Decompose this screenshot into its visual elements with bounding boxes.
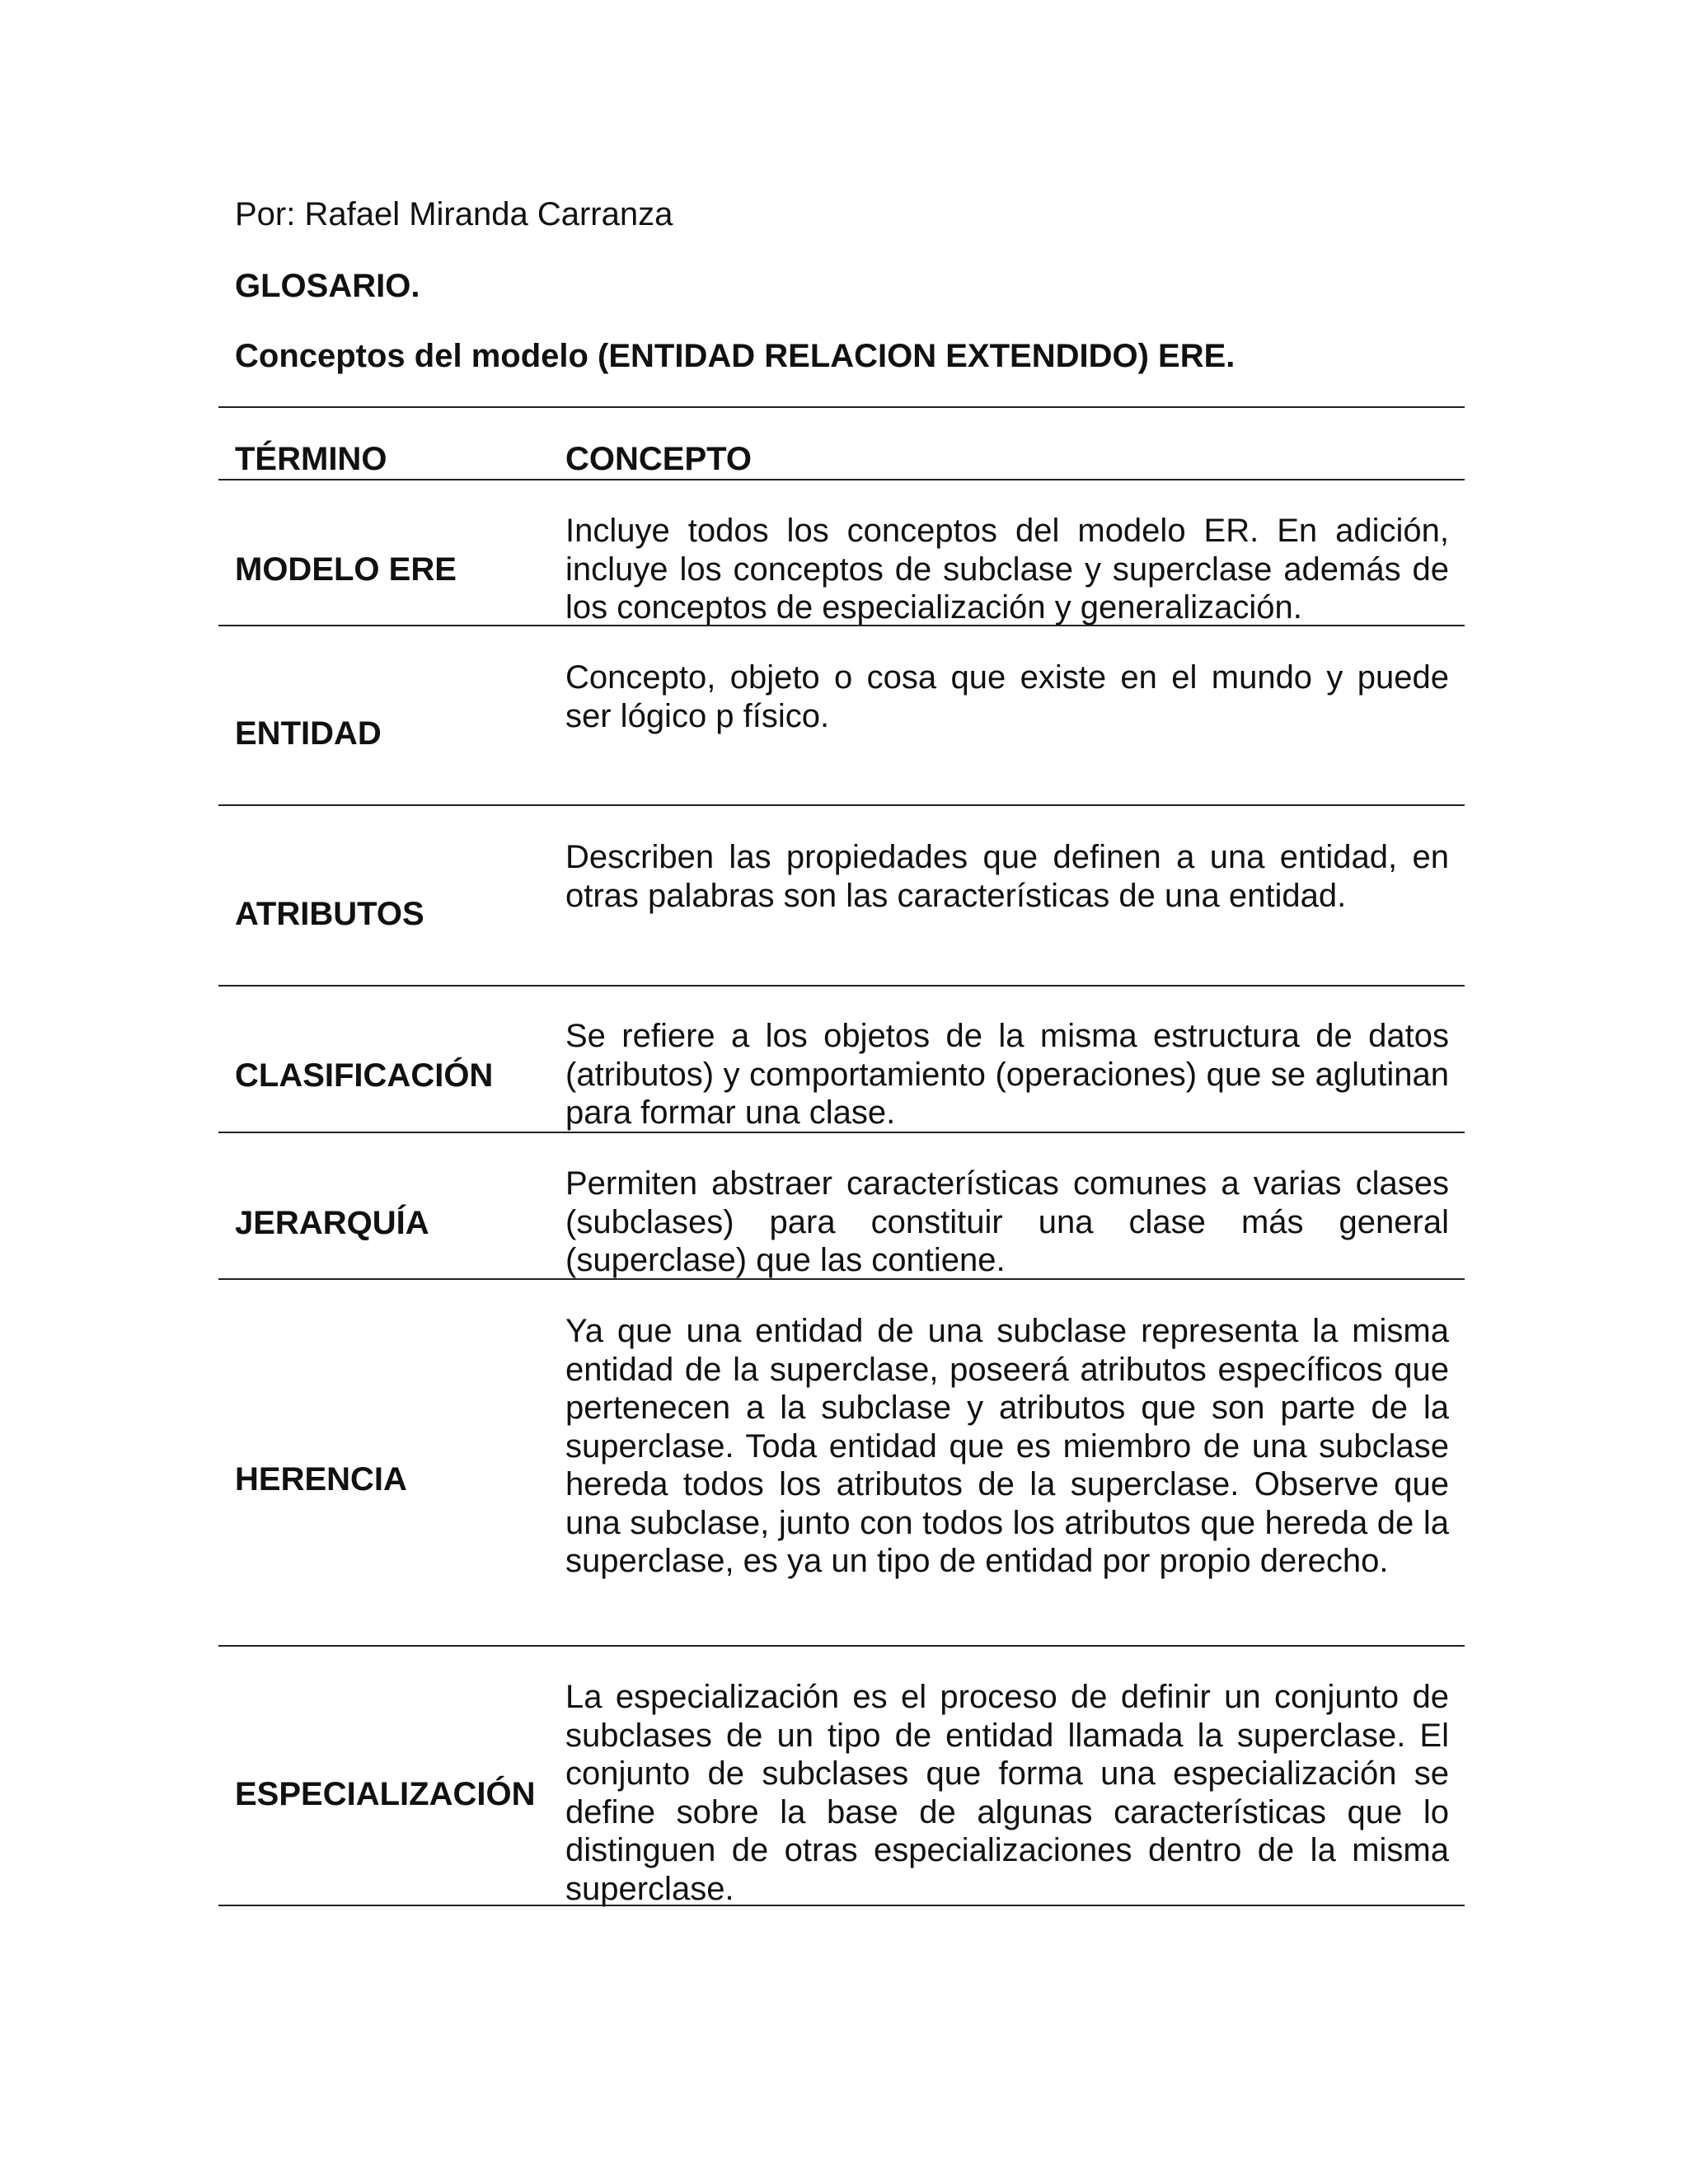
concept-modelo-ere: Incluye todos los conceptos del modelo ER. En adición, incluye los conceptos de subclase y superclase además de los conceptos de especialización y generalización.	[565, 513, 1449, 626]
glossary-subheading: Conceptos del modelo (ENTIDAD RELACION EXTENDIDO) ERE.	[235, 338, 1236, 374]
concept-especializacion: La especialización es el proceso de definir un conjunto de subclases de un tipo de entidad llamada la superclase. El conjunto de subclases que forma una especialización se define sobre la base de algunas características que lo distinguen de otras especializaciones dentro de la misma superclase.	[565, 1679, 1449, 1907]
term-herencia: HERENCIA	[235, 1461, 407, 1497]
term-jerarquia: JERARQUÍA	[235, 1205, 429, 1241]
term-especializacion: ESPECIALIZACIÓN	[235, 1776, 536, 1812]
concept-jerarquia: Permiten abstraer características comunes a varias clases (subclases) para constituir una clase más general (superclase) que las contiene.	[565, 1165, 1449, 1278]
row-divider	[218, 625, 1465, 626]
row-divider	[218, 1645, 1465, 1647]
term-modelo-ere: MODELO ERE	[235, 551, 457, 588]
header-rule	[218, 479, 1465, 480]
term-clasificacion: CLASIFICACIÓN	[235, 1057, 494, 1094]
concept-herencia: Ya que una entidad de una subclase representa la misma entidad de la superclase, poseerá atributos específicos que pertenecen a la subclase y atributos que son parte de la superclase. Toda entidad que es miembro de una subclase hereda todos los atributos de la superclase. Observe que una subclase, junto con todos los atributos que hereda de la superclase, es ya un tipo de entidad por propio derecho.	[565, 1313, 1449, 1579]
column-header-term: TÉRMINO	[235, 441, 387, 477]
table-top-rule	[218, 406, 1465, 408]
author-line: Por: Rafael Miranda Carranza	[235, 196, 673, 232]
term-atributos: ATRIBUTOS	[235, 896, 424, 932]
concept-clasificacion: Se refiere a los objetos de la misma estructura de datos (atributos) y comportamiento (operaciones) que se aglutinan para formar una clase.	[565, 1018, 1449, 1131]
row-divider	[218, 1278, 1465, 1280]
concept-atributos: Describen las propiedades que definen a una entidad, en otras palabras son las características de una entidad.	[565, 839, 1449, 914]
row-divider	[218, 1132, 1465, 1133]
concept-entidad: Concepto, objeto o cosa que existe en el mundo y puede ser lógico p físico.	[565, 659, 1449, 734]
row-divider	[218, 985, 1465, 987]
glossary-heading: GLOSARIO.	[235, 268, 420, 304]
table-bottom-rule	[218, 1905, 1465, 1906]
row-divider	[218, 804, 1465, 806]
term-entidad: ENTIDAD	[235, 715, 382, 752]
column-header-concept: CONCEPTO	[565, 441, 752, 477]
